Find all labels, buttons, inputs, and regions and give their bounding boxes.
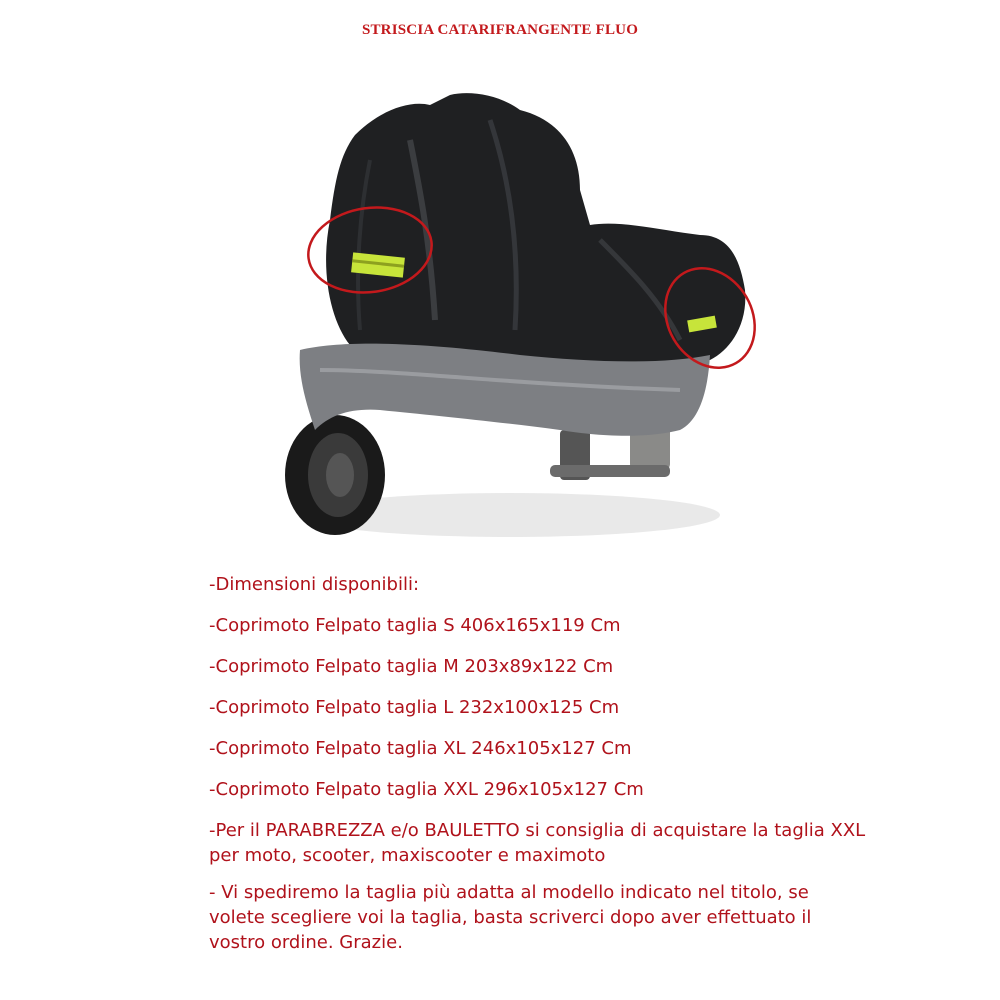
- size-specs: [209, 572, 929, 967]
- size-item-l: -Coprimoto Felpato taglia L 232x100x125 Cm: [209, 697, 620, 718]
- cover-dark-section: [326, 93, 745, 370]
- size-item-xxl: -Coprimoto Felpato taglia XXL 296x105x127 Cm: [209, 779, 644, 800]
- specs-heading: -Dimensioni disponibili:: [209, 574, 420, 595]
- size-item-m: -Coprimoto Felpato taglia M 203x89x122 Cm: [209, 656, 614, 677]
- motorcycle-cover-icon: [260, 70, 780, 550]
- front-wheel: [285, 415, 385, 535]
- product-photo: [260, 70, 780, 550]
- page-title: STRISCIA CATARIFRANGENTE FLUO: [361, 22, 639, 38]
- size-item-s: -Coprimoto Felpato taglia S 406x165x119 Cm: [209, 615, 621, 636]
- windscreen-recommendation: -Per il PARABREZZA e/o BAULETTO si consiglia di acquistare la taglia XXL per moto, scooter, maxiscooter e maximoto: [209, 820, 866, 866]
- shipping-note: - Vi spediremo la taglia più adatta al modello indicato nel titolo, se volete scegliere voi la taglia, basta scriverci dopo aver effettuato il vostro ordine. Grazie.: [209, 882, 812, 953]
- size-item-xl: -Coprimoto Felpato taglia XL 246x105x127 Cm: [209, 738, 632, 759]
